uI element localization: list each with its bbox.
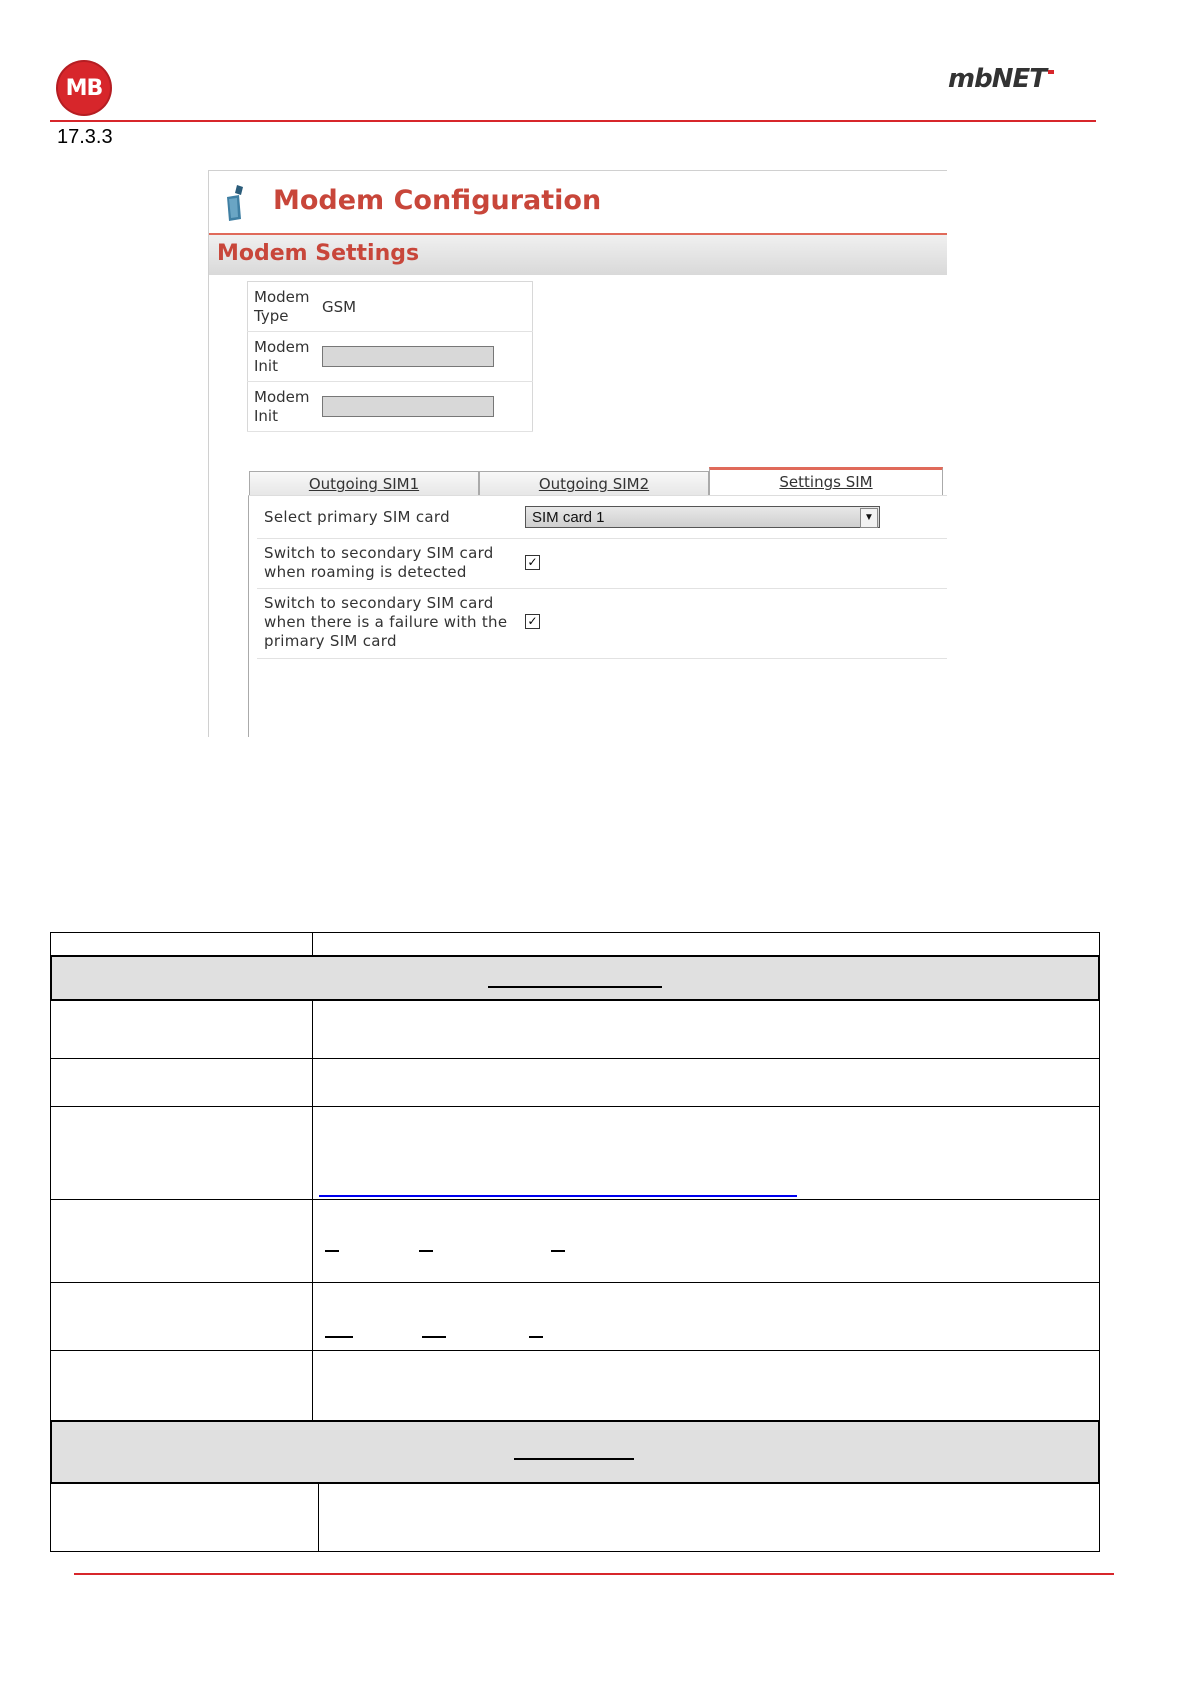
modem-type-value: GSM — [316, 282, 533, 332]
table-section-band — [50, 1420, 1100, 1484]
primary-sim-select[interactable] — [525, 506, 880, 528]
modem-settings-bar — [209, 235, 947, 275]
section-number: 17.3.3 — [57, 126, 113, 148]
roaming-row — [257, 538, 947, 589]
primary-sim-value: SIM card 1 — [532, 509, 605, 526]
failure-checkbox[interactable] — [525, 614, 540, 629]
table-section-band — [50, 955, 1100, 1001]
primary-sim-row — [257, 496, 947, 539]
failure-row — [257, 588, 947, 659]
modem-init-label: Modem Init — [248, 382, 317, 432]
modem-init-cell — [316, 332, 533, 382]
roaming-checkbox[interactable] — [525, 555, 540, 570]
modem-settings-table — [247, 281, 533, 432]
mbnet-logo: mbNET — [948, 64, 1046, 94]
settings-sim-content — [248, 495, 947, 737]
panel-title-row — [209, 171, 947, 235]
failure-label: Switch to secondary SIM card when there is a failure with the primary SIM card — [264, 594, 508, 650]
checkmark-icon: ✓ — [527, 614, 538, 628]
modem-init-label: Modem Init — [248, 332, 317, 382]
modem-configuration-panel — [208, 170, 947, 737]
table-row — [248, 332, 533, 382]
parameter-table — [50, 932, 1100, 1552]
modem-icon — [223, 183, 245, 223]
primary-sim-label: Select primary SIM card — [264, 508, 450, 526]
table-row — [248, 382, 533, 432]
mb-logo: MB — [58, 62, 110, 114]
sim-tabs — [249, 467, 947, 495]
modem-init-cell — [316, 382, 533, 432]
tab-outgoing-sim2[interactable]: Outgoing SIM2 — [479, 471, 709, 496]
link-underline[interactable] — [319, 1195, 797, 1197]
modem-type-label: Modem Type — [248, 282, 317, 332]
footer-rule — [74, 1573, 1114, 1575]
modem-init-input[interactable] — [322, 396, 494, 417]
chevron-down-icon[interactable]: ▼ — [860, 508, 878, 528]
section-title: Modem Settings — [217, 241, 420, 266]
tab-settings-sim[interactable]: Settings SIM — [709, 467, 943, 498]
panel-title: Modem Configuration — [273, 185, 602, 216]
header-rule — [50, 120, 1096, 122]
roaming-label: Switch to secondary SIM card when roaming is detected — [264, 544, 494, 581]
modem-init-input[interactable] — [322, 346, 494, 367]
checkmark-icon: ✓ — [527, 555, 538, 569]
tab-outgoing-sim1[interactable]: Outgoing SIM1 — [249, 471, 479, 496]
table-row — [248, 282, 533, 332]
